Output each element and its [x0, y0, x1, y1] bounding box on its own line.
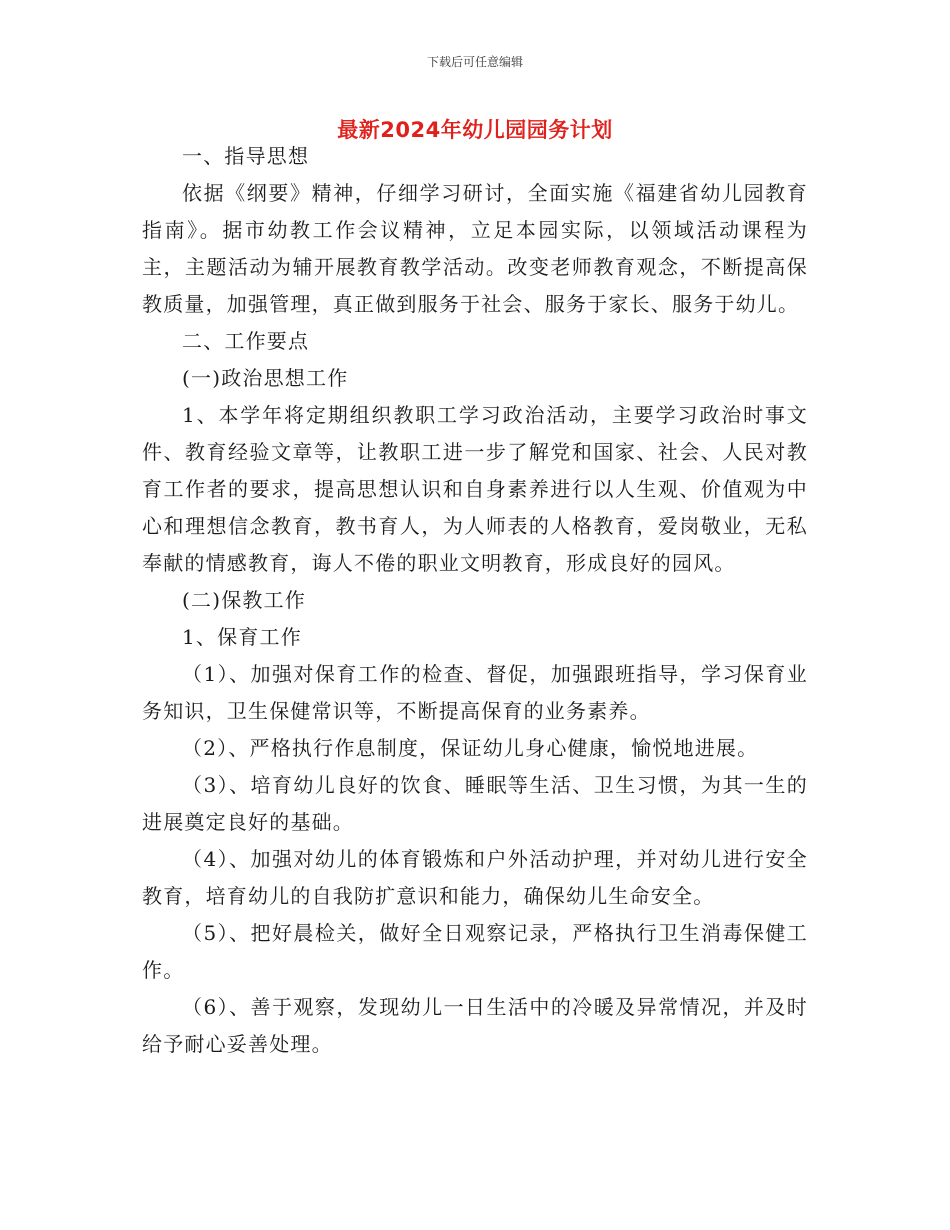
section-heading: 二、工作要点: [182, 329, 310, 353]
subsection-heading: (二)保教工作: [182, 588, 307, 612]
section-heading: 一、指导思想: [182, 144, 310, 168]
subsection-heading: (一)政治思想工作: [182, 366, 349, 390]
list-item: （5）、把好晨检关，做好全日观察记录，严格执行卫生消毒保健工作。: [142, 921, 808, 982]
document-body: [142, 138, 808, 1063]
list-item: （4）、加强对幼儿的体育锻炼和户外活动护理，并对幼儿进行安全教育，培育幼儿的自我防扩意识和能力，确保幼儿生命安全。: [142, 847, 808, 908]
list-item: （1）、加强对保育工作的检查、督促，加强跟班指导，学习保育业务知识，卫生保健常识等，不断提高保育的业务素养。: [142, 662, 808, 723]
list-item: （2）、严格执行作息制度，保证幼儿身心健康，愉悦地进展。: [182, 736, 759, 760]
list-item: （3）、培育幼儿良好的饮食、睡眠等生活、卫生习惯，为其一生的进展奠定良好的基础。: [142, 773, 808, 834]
paragraph: 1、本学年将定期组织教职工学习政治活动，主要学习政治时事文件、教育经验文章等，让教职工进一步了解党和国家、社会、人民对教育工作者的要求，提高思想认识和自身素养进行以人生观、价值观为中心和理想信念教育，教书育人，为人师表的人格教育，爱岗敬业，无私奉献的情感教育，诲人不倦的职业文明教育，形成良好的园风。: [142, 403, 808, 575]
header-note: 下载后可任意编辑: [426, 55, 523, 69]
document-title: 最新2024年幼儿园园务计划: [337, 118, 613, 142]
paragraph: 依据《纲要》精神，仔细学习研讨，全面实施《福建省幼儿园教育指南》。据市幼教工作会议精神，立足本园实际，以领域活动课程为主，主题活动为辅开展教育教学活动。改变老师教育观念，不断提高保教质量，加强管理，真正做到服务于社会、服务于家长、服务于幼儿。: [142, 181, 808, 316]
list-item: （6）、善于观察，发现幼儿一日生活中的冷暖及异常情况，并及时给予耐心妥善处理。: [142, 995, 808, 1056]
item-heading: 1、保育工作: [182, 625, 302, 649]
